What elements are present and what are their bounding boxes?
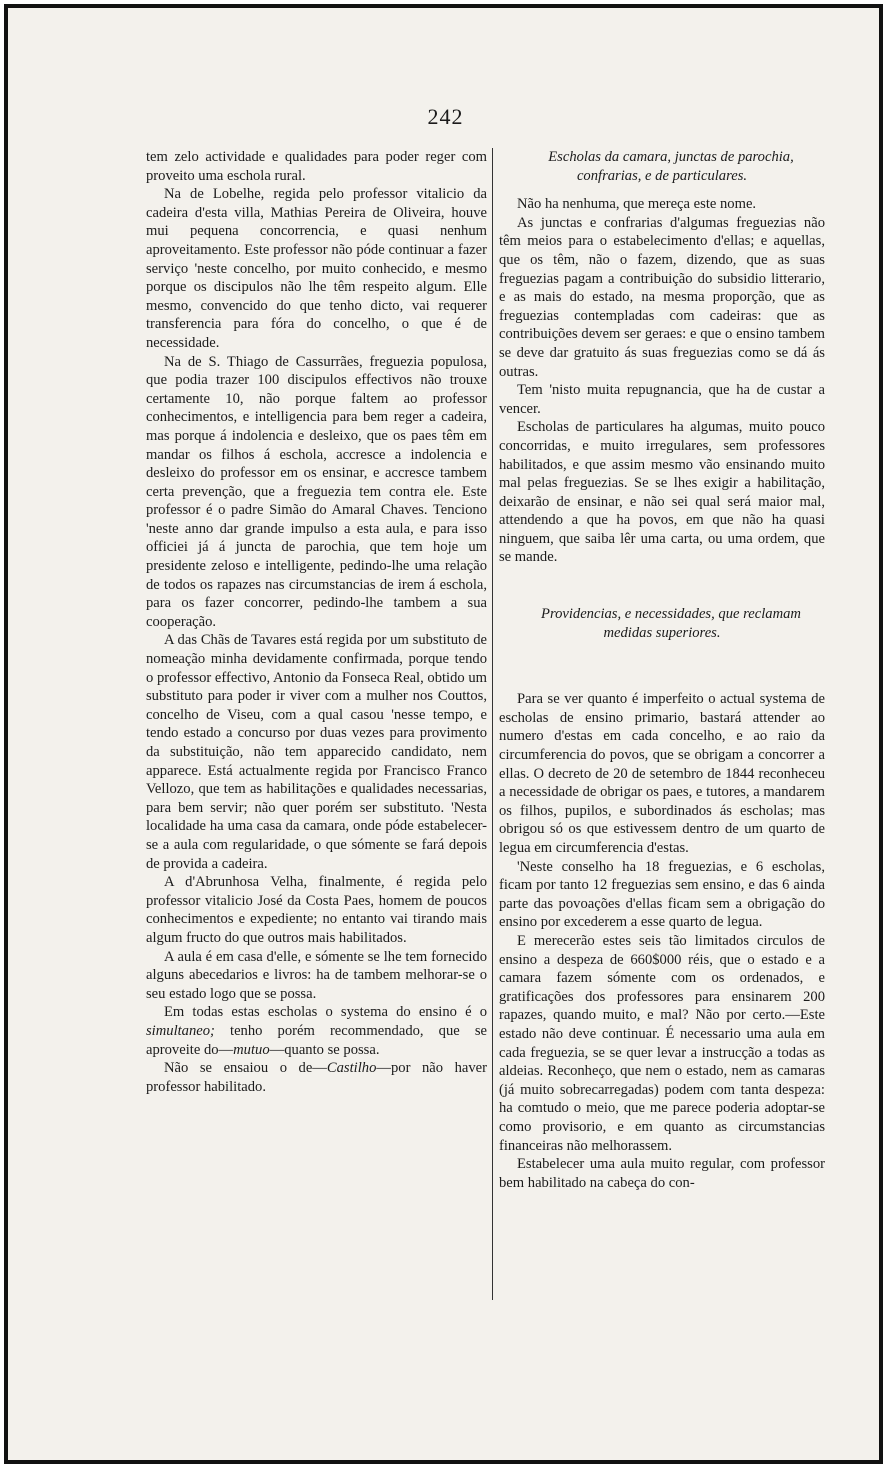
text-run: —quanto se possa. xyxy=(269,1041,380,1058)
section-heading: Providencias, e necessidades, que reclamam medidas superiores. xyxy=(541,606,801,641)
paragraph: A d'Abrunhosa Velha, finalmente, é regida pelo professor vitalicio José da Costa Paes, homem de poucos conhecimentos e expediente; no entanto vai tirando mais algum fructo do que outros mais habilitados. xyxy=(146,874,487,946)
paragraph-method xyxy=(146,1003,487,1059)
paragraph: Não ha nenhuma, que mereça este nome. xyxy=(517,196,757,213)
paragraph: tem zelo actividade e qualidades para poder reger com proveito uma eschola rural. xyxy=(146,149,487,184)
paragraph: Tem 'nisto muita repugnancia, que ha de custar a vencer. xyxy=(499,382,825,417)
italic-term: mutuo xyxy=(233,1041,270,1058)
paragraph: E merecerão estes seis tão limitados circulos de ensino a despeza de 660$000 réis, que o estado e a camara fazem sómente com os ordenados, e gratificações dos professores para ensinarem 200 rapazes, quando muito, e mal? Não por certo.—Este estado não deve continuar. É necessario uma aula em cada freguezia, se se quer levar a instrucção a todas as aldeias. Reconheço, que nem o estado, nem as camaras (já muito sobrecarregadas) podem com tanta despeza: ha comtudo o meio, que me parece poderia adoptar-se como provisorio, e em quanto as circumstancias financeiras não melhorassem. xyxy=(499,932,825,1154)
paragraph: 'Neste conselho ha 18 freguezias, e 6 escholas, ficam por tanto 12 freguezias sem ensino, e das 6 ainda parte das povoações d'ellas ficam sem a obrigação do ensino por excederem a esse quarto de legua. xyxy=(499,858,825,931)
italic-term: Castilho xyxy=(326,1060,377,1077)
italic-term: simultaneo; xyxy=(146,1022,215,1039)
page-number: 242 xyxy=(427,104,464,129)
left-column xyxy=(146,148,487,1096)
column-divider xyxy=(492,148,493,1300)
paragraph: Para se ver quanto é imperfeito o actual systema de escholas de ensino primario, bastará attender ao numero d'estas em cada concelho, e ao raio da circumferencia do povos, que se obrigam a concorrer a ellas. O decreto de 20 de setembro de 1844 reconheceu a necessidade de obrigar os paes, e tutores, a mandarem os filhos, pupilos, e subordinados ás escholas; mas obrigou só os que estivessem dentro de um quarto de legua em circumferencia d'estas. xyxy=(499,691,825,856)
paragraph: A aula é em casa d'elle, e sómente se lhe tem fornecido alguns abecedarios e livros: ha de tambem melhorar-se o seu estado logo que se possa. xyxy=(146,948,487,1002)
text-run: —por não haver professor habilitado. xyxy=(146,1060,487,1095)
paragraph: A das Chãs de Tavares está regida por um substituto de nomeação minha devidamente confirmada, porque tendo o professor effectivo, Antonio da Fonseca Real, obtido um substituto para poder ir viver com a mulher nos Couttos, concelho de Viseu, com a qual casou 'nesse tempo, e tendo estado a concurso por duas vezes para provimento da substituição, não tem apparecido candidato, nem apparece. Está actualmente regida por Francisco Franco Vellozo, que tem as habilitações e qualidades necessarias, para bem servir; não quer porém ser substituto. 'Nesta localidade ha uma casa da camara, onde póde estabelecer-se a aula com regularidade, o que sómente se fará depois de provida a cadeira. xyxy=(146,632,487,872)
paragraph: Escholas de particulares ha algumas, muito pouco concorridas, e muito irregulares, sem professores habilitados, e que assim mesmo vão ensinando muito mal pelas freguezias. Se se lhes exigir a habilitação, deixarão de ensinar, e não sei qual será maior mal, attendendo a que ha povos, em que não ha quasi ninguem, que saiba lêr uma carta, ou uma ordem, que se mande. xyxy=(499,419,825,566)
text-run: tenho porém recommendado, que se aproveite do— xyxy=(146,1022,487,1058)
text-run: Não se ensaiou o de— xyxy=(164,1060,327,1077)
section-heading: Escholas da camara, junctas de parochia, confrarias, e de particulares. xyxy=(548,149,794,184)
paragraph: Na de Lobelhe, regida pelo professor vitalicio da cadeira d'esta villa, Mathias Pereira de Oliveira, houve mui pequena concorrencia, e quasi nenhum aproveitamento. Este professor não póde continuar a fazer serviço 'neste concelho, por muito conhecido, e mesmo porque os discipulos não lhe têm respeito algum. Elle mesmo, convencido do que tenho dicto, vai requerer transferencia para fóra do concelho, o que é de necessidade. xyxy=(146,186,487,351)
paragraph: Na de S. Thiago de Cassurrães, freguezia populosa, que podia trazer 100 discipulos effectivos não trouxe certamente 10, não porque faltem ao professor conhecimentos, e intelligencia para bem reger a cadeira, mas porque á indolencia e desleixo, que os paes têm em mandar os filhos á eschola, accresce a indolencia e desleixo do professor em os ensinar, e accresce tambem certa prevenção, que a freguezia tem contra ele. Este professor é o padre Simão do Amaral Chaves. Tenciono 'neste anno dar grande impulso a esta aula, e para isso officiei já á juncta de parochia, que tem hoje um presidente zeloso e intelligente, pedindo-lhe uma relação de todos os rapazes nas circumstancias de irem á eschola, para os fazer concorrer, pedindo-lhe tambem a sua cooperação. xyxy=(146,353,487,630)
paragraph: Estabelecer uma aula muito regular, com professor bem habilitado na cabeça do con- xyxy=(499,1156,825,1191)
right-column xyxy=(499,148,825,1192)
paragraph: As junctas e confrarias d'algumas freguezias não têm meios para o estabelecimento d'ellas; e aquellas, que os têm, não o fazem, dizendo, que as suas freguezias pagam a contribuição do subsidio litterario, e as mais do estado, na mesma proporção, que as freguezias contempladas com cadeiras: que as contribuições devem ser geraes: e que o ensino tambem se deve dar gratuito ás suas freguezias como se dá ás outras. xyxy=(499,214,825,380)
paragraph-castilho xyxy=(146,1059,487,1096)
text-run: Em todas estas escholas o systema do ensino é o xyxy=(164,1004,487,1021)
